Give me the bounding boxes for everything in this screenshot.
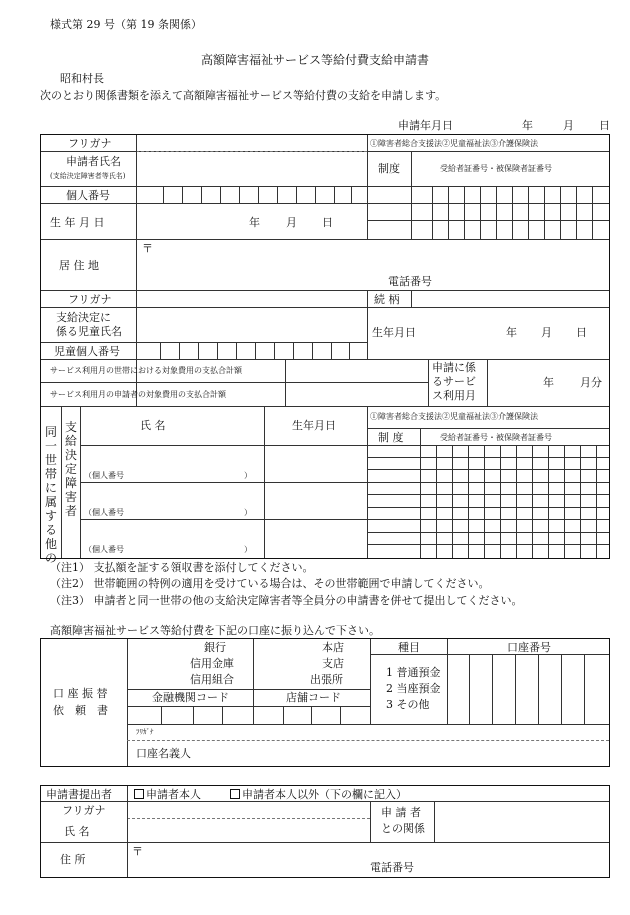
bank-intro: 高額障害福祉サービス等給付費を下記の口座に振り込んで下さい。 <box>50 624 380 637</box>
submitter-option-other[interactable] <box>230 788 407 801</box>
household-kojin-paren-1: ） <box>244 471 252 480</box>
child-name-label-2: 係る児童氏名 <box>56 325 122 338</box>
usage-applicant-total-label: サービス利用月の申請者の対象費用の支払合計額 <box>50 390 226 399</box>
note-1: （注1） 支払額を証する領収書を添付してください。 <box>50 561 314 574</box>
submitter-phone-label: 電話番号 <box>370 861 414 874</box>
deposit-kind-1: 1 普通預金 <box>386 666 441 679</box>
child-zokugara-label: 続 柄 <box>374 293 400 306</box>
date-label: 申請年月日 <box>398 119 453 132</box>
holder-name-input[interactable] <box>255 742 608 765</box>
household-name-header: 氏 名 <box>140 419 166 432</box>
child-zokugara-input[interactable] <box>412 292 608 307</box>
applicant-phone-label: 電話番号 <box>388 275 432 288</box>
form-number: 様式第 29 号（第 19 条関係） <box>50 18 202 31</box>
submitter-option-other-label: 申請者本人以外（下の欄に記入） <box>242 788 407 801</box>
household-member-3-name-input[interactable] <box>82 521 263 541</box>
household-birth-header: 生年月日 <box>292 419 336 432</box>
submitter-furigana-input[interactable] <box>129 802 369 817</box>
usage-month-label-2: るサービ <box>432 375 476 388</box>
usage-year-unit: 年 <box>543 376 554 389</box>
date-year-unit: 年 <box>522 119 533 132</box>
usage-month-label-1: 申請に係 <box>432 361 476 374</box>
note-3: （注3） 申請者と同一世帯の他の支給決定障害者等全員分の申請書を併せて提出してください。 <box>50 594 523 607</box>
deposit-kind-3: 3 その他 <box>386 698 430 711</box>
child-furigana-label: フリガナ <box>68 293 112 306</box>
submitter-address-input[interactable] <box>145 844 365 862</box>
applicant-birth-year: 年 <box>249 216 260 229</box>
holder-label: 口座名義人 <box>136 747 191 760</box>
bank-label-2: 依 頼 書 <box>53 704 108 717</box>
applicant-address-label: 居 住 地 <box>59 259 99 272</box>
applicant-furigana-input[interactable] <box>138 136 366 151</box>
child-birth-year: 年 <box>506 326 517 339</box>
date-month-unit: 月 <box>563 119 574 132</box>
applicant-birth-label: 生 年 月 日 <box>50 216 105 229</box>
applicant-cert-label: 受給者証番号・被保険者証番号 <box>440 164 552 173</box>
applicant-postal-mark: 〒 <box>142 242 153 255</box>
holder-kana-label: ﾌﾘｶﾞﾅ <box>136 728 154 736</box>
household-inner-label: 支給決定障害者 <box>64 420 77 518</box>
bank-name-input[interactable] <box>129 640 187 688</box>
household-outer-label: 同一世帯に属する他の <box>44 425 57 565</box>
branch-type-branch: 支店 <box>322 657 344 670</box>
usage-applicant-total-input[interactable] <box>287 384 427 405</box>
applicant-birth-month: 月 <box>286 216 297 229</box>
applicant-birth-day: 日 <box>322 216 333 229</box>
date-day-unit: 日 <box>599 119 610 132</box>
household-seido-label: 制 度 <box>378 431 404 444</box>
child-name-input[interactable] <box>138 309 366 341</box>
bank-label-1: 口 座 振 替 <box>53 687 108 700</box>
usage-household-total-label: サービス利用月の世帯における対象費用の支払合計額 <box>50 366 242 375</box>
submitter-self-checkbox[interactable] <box>134 789 144 799</box>
household-member-1-name-input[interactable] <box>82 447 263 467</box>
child-name-label-1: 支給決定に <box>56 311 111 324</box>
submitter-address-label: 住 所 <box>60 853 86 866</box>
usage-month-label-3: ス利用月 <box>432 389 476 402</box>
household-law-label: ①障害者総合支援法②児童福祉法③介護保険法 <box>370 412 538 421</box>
usage-household-total-input[interactable] <box>287 361 427 381</box>
branch-type-office: 出張所 <box>310 673 343 686</box>
submitter-postal-mark: 〒 <box>132 845 143 858</box>
household-kojin-note-3: （個人番号 <box>84 545 124 554</box>
bank-type-bank: 銀行 <box>204 641 226 654</box>
household-kojin-paren-3: ） <box>244 545 252 554</box>
household-kojin-note-1: （個人番号 <box>84 471 124 480</box>
applicant-furigana-label: フリガナ <box>68 137 112 150</box>
addressee: 昭和村長 <box>60 72 104 85</box>
child-furigana-input[interactable] <box>138 292 366 307</box>
submitter-name-label: 氏 名 <box>64 825 90 838</box>
usage-month-unit: 月分 <box>580 376 602 389</box>
bank-type-shinkin: 信用金庫 <box>190 657 234 670</box>
submitter-name-input[interactable] <box>129 819 369 841</box>
lead-text: 次のとおり関係書類を添えて高額障害福祉サービス等給付費の支給を申請します。 <box>40 89 447 102</box>
submitter-relation-label-2: との関係 <box>381 822 425 835</box>
deposit-kind-header: 種目 <box>398 641 420 654</box>
child-kojin-label: 児童個人番号 <box>54 345 120 358</box>
submitter-label: 申請書提出者 <box>46 788 112 801</box>
applicant-name-note: (支給決定障害者等氏名) <box>50 172 126 180</box>
branch-name-input[interactable] <box>255 640 309 688</box>
holder-kana-input[interactable] <box>200 726 608 740</box>
branch-type-main: 本店 <box>322 641 344 654</box>
applicant-address-input[interactable] <box>138 241 608 271</box>
submitter-option-self-label: 申請者本人 <box>146 788 201 801</box>
household-kojin-note-2: （個人番号 <box>84 508 124 517</box>
household-member-2-name-input[interactable] <box>82 484 263 504</box>
applicant-kojin-label: 個人番号 <box>66 189 110 202</box>
household-cert-label: 受給者証番号・被保険者証番号 <box>440 433 552 442</box>
applicant-law-label: ①障害者総合支援法②児童福祉法③介護保険法 <box>370 139 538 148</box>
submitter-relation-input[interactable] <box>436 803 608 841</box>
submitter-furigana-label: フリガナ <box>62 804 106 817</box>
note-2: （注2） 世帯範囲の特例の適用を受けている場合は、その世帯範囲で申請してください。 <box>50 577 490 590</box>
deposit-kind-2: 2 当座預金 <box>386 682 441 695</box>
child-birth-label: 生年月日 <box>372 326 416 339</box>
child-birth-month: 月 <box>541 326 552 339</box>
applicant-seido-label: 制度 <box>378 162 400 175</box>
bank-type-kumiai: 信用組合 <box>190 673 234 686</box>
household-kojin-paren-2: ） <box>244 508 252 517</box>
account-number-header: 口座番号 <box>507 641 551 654</box>
submitter-relation-label-1: 申 請 者 <box>381 806 421 819</box>
bank-code-label: 金融機関コード <box>152 691 229 704</box>
submitter-option-self[interactable] <box>134 788 201 801</box>
page-title: 高額障害福祉サービス等給付費支給申請書 <box>200 53 429 67</box>
applicant-name-label: 申請者氏名 <box>66 155 121 168</box>
child-birth-day: 日 <box>576 326 587 339</box>
branch-code-label: 店舗コード <box>286 691 341 704</box>
applicant-name-input[interactable] <box>138 153 366 185</box>
submitter-other-checkbox[interactable] <box>230 789 240 799</box>
